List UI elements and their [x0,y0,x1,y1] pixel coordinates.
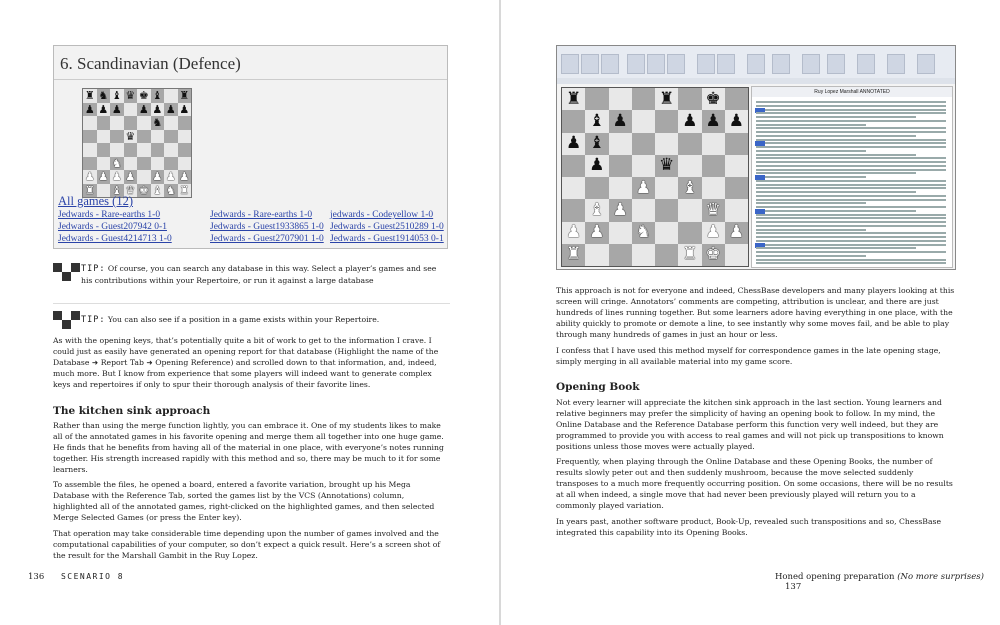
body-paragraph: Rather than using the merge function lightly, you can embrace it. One of my students likes to make all of the annotated games in his favorite opening and merge them all together into one huge game. He finds that he benefits from having all of the material in one place, with everyone’s notes running together. His strength increased rapidly with this method and so, there may be much to it for some learners. [53,421,444,474]
board-square [110,157,124,171]
board-square [178,89,192,103]
board-square [655,222,678,244]
notation-line [756,105,946,107]
notation-line [756,229,866,231]
board-square [83,170,97,184]
panel-title: Ruy Lopez Marshall ANNOTATED [752,87,952,97]
tip-label: TIP: [81,264,106,274]
board-square [678,88,701,110]
body-paragraph: That operation may take considerable time depending upon the number of games involved and the computational capabilities of your computer, so don’t expect a quick result. Here’s a screen shot of the result for the Marshall Gambit in the Ruy Lopez. [53,529,441,560]
notation-line [756,191,916,193]
white-rook-icon: ♜ [179,183,190,197]
board-square [178,157,192,171]
board-square [655,155,678,177]
board-square [632,199,655,221]
board-square [124,143,138,157]
running-head: SCENARIO 8 [60,572,125,581]
white-pawn-icon: ♟ [705,222,721,243]
board-square [83,103,97,117]
left-page [0,0,499,625]
board-square [585,88,608,110]
board-square [124,103,138,117]
board-square [609,177,632,199]
board-square [632,110,655,132]
body-paragraph: I confess that I have used this method myself for correspondence games in the late opening stage, simply merging in all available material into my game score. [556,346,941,366]
running-head: Honed opening preparation [775,572,895,582]
board-square [137,184,151,198]
body-paragraph: In years past, another software product, Book-Up, revealed such transpositions and so, ChessBase integrated this capability into its Opening Books. [556,517,942,537]
white-pawn-icon: ♟ [165,170,176,184]
tip-text: You can also see if a position in a game exists within your Repertoire. [105,315,380,324]
game-link[interactable]: Jedwards - Guest1933865 1-0 [210,222,324,232]
board-square [164,116,178,130]
board-square [678,110,701,132]
board-square [137,157,151,171]
board-square [562,110,585,132]
chess-tip-icon [53,263,79,283]
notation-line [756,116,916,118]
chessbase-screenshot [556,45,956,270]
notation-line [756,131,946,133]
board-square [562,177,585,199]
board-square [151,116,165,130]
board-square [632,88,655,110]
black-pawn-icon: ♟ [705,110,721,131]
board-square [178,184,192,198]
black-pawn-icon: ♟ [728,110,744,131]
white-knight-icon: ♞ [165,183,176,197]
black-queen-icon: ♛ [125,129,136,143]
board-square [151,143,165,157]
board-square [609,199,632,221]
board-square [725,199,748,221]
board-square [725,155,748,177]
board-square [678,244,701,266]
board-square [562,199,585,221]
game-link[interactable]: Jedwards - Rare-earths 1-0 [58,210,161,220]
board-square [137,103,151,117]
black-bishop-icon: ♝ [111,89,122,103]
white-pawn-icon: ♟ [728,222,744,243]
black-bishop-icon: ♝ [152,89,163,103]
board-square [702,155,725,177]
board-square [97,89,111,103]
board-square [655,199,678,221]
black-king-icon: ♚ [138,89,149,103]
notation-line [756,154,916,156]
board-square [164,143,178,157]
board-square [110,143,124,157]
board-square [164,170,178,184]
board-square [609,88,632,110]
page-folio [775,572,1000,592]
white-pawn-icon: ♟ [125,170,136,184]
board-square [609,110,632,132]
board-square [178,170,192,184]
board-square [562,155,585,177]
notation-line [756,120,946,122]
notation-line [756,139,946,141]
notation-line [756,255,866,257]
board-square [702,199,725,221]
black-pawn-icon: ♟ [84,102,95,116]
white-pawn-icon: ♟ [152,170,163,184]
notation-line [756,236,946,238]
board-square [97,157,111,171]
notation-line [756,240,946,242]
notation-line [756,161,946,163]
board-square [678,222,701,244]
board-square [632,133,655,155]
black-pawn-icon: ♟ [566,133,582,154]
board-square [83,89,97,103]
white-rook-icon: ♜ [84,183,95,197]
board-square [110,103,124,117]
board-square [124,89,138,103]
board-square [137,143,151,157]
board-square [137,170,151,184]
chess-board [561,87,749,267]
notation-line [756,142,946,144]
board-square [97,116,111,130]
white-pawn-icon: ♟ [612,199,628,220]
board-square [655,110,678,132]
board-square [655,133,678,155]
body-paragraph: Not every learner will appreciate the kitchen sink approach in the last section. Young learners and relative beginners may prefer the simplicity of having an opening book to follow. In my mind, the Online Database and the Reference Database perform this function very well indeed, but they are programmed to provide you with access to real games and will not pick up transpositions to known positions unless those moves were actually played. [556,398,944,451]
page-number: 136 [28,572,45,582]
board-square [562,133,585,155]
board-square [164,184,178,198]
board-square [609,222,632,244]
board-square [110,89,124,103]
board-square [137,89,151,103]
notation-line [756,127,946,129]
board-square [178,143,192,157]
board-square [632,222,655,244]
game-link[interactable]: Jedwards - Guest2510289 1-0 [330,222,444,232]
board-square [725,110,748,132]
board-square [562,88,585,110]
notation-line [756,124,866,126]
board-square [137,130,151,144]
board-square [83,143,97,157]
white-bishop-icon: ♝ [589,199,605,220]
notation-line [756,217,946,219]
board-square [164,157,178,171]
board-square [151,103,165,117]
notation-line [756,150,866,152]
black-queen-icon: ♛ [659,155,675,176]
white-bishop-icon: ♝ [682,177,698,198]
black-pawn-icon: ♟ [179,102,190,116]
board-square [655,88,678,110]
board-square [137,116,151,130]
notation-line [756,199,946,201]
notation-line [756,210,916,212]
board-square [702,244,725,266]
notation-line [756,112,946,114]
body-paragraph: This approach is not for everyone and indeed, ChessBase developers and many players looking at this screen will cringe. Annotators’ comments are competing, attribution is unclear, and there are just hundreds of lines running together. But some learners adore having everything in one place, with the ability quickly to promote or demote a line, to see instantly why some moves fail, and be able to play through many hundreds of games in just an hour or less. [556,286,955,339]
board-square [83,116,97,130]
board-square [725,88,748,110]
white-pawn-icon: ♟ [589,222,605,243]
tip-divider [53,303,450,304]
black-bishop-icon: ♝ [589,110,605,131]
board-square [585,244,608,266]
section-heading: The kitchen sink approach [53,405,211,417]
notation-line [756,221,946,223]
white-rook-icon: ♜ [682,244,698,265]
black-pawn-icon: ♟ [111,102,122,116]
board-square [585,110,608,132]
tip-label: TIP: [81,315,106,325]
board-square [632,177,655,199]
board-square [97,143,111,157]
board-square [164,89,178,103]
page-folio [28,572,124,582]
ribbon-toolbar [557,46,955,79]
board-square [678,177,701,199]
notation-line [756,146,946,148]
black-pawn-icon: ♟ [589,155,605,176]
notation-line [756,225,946,227]
white-queen-icon: ♛ [125,183,136,197]
black-pawn-icon: ♟ [165,102,176,116]
black-knight-icon: ♞ [152,116,163,130]
board-square [97,103,111,117]
notation-line [756,169,946,171]
right-page [501,0,1000,625]
notation-line [756,232,946,234]
white-rook-icon: ♜ [566,244,582,265]
board-square [632,155,655,177]
notation-line [756,180,946,182]
board-square [124,130,138,144]
figure-title: 6. Scandinavian (Defence) [60,54,241,73]
notation-line [756,251,946,253]
notation-line [756,202,866,204]
board-square [609,133,632,155]
board-square [632,244,655,266]
notation-line [756,244,946,246]
notation-line [756,214,946,216]
board-square [178,116,192,130]
figure-title-rule [54,79,447,80]
black-pawn-icon: ♟ [612,110,628,131]
notation-line [756,101,946,103]
notation-line [756,135,916,137]
chess-board [82,88,192,198]
notation-line [756,165,946,167]
white-pawn-icon: ♟ [111,170,122,184]
board-square [585,133,608,155]
tip-text: Of course, you can search any database in this way. Select a player’s games and see his contributions within your Repertoire, or run it against a large database [81,264,437,285]
board-square [562,244,585,266]
white-pawn-icon: ♟ [98,170,109,184]
board-square [702,110,725,132]
black-knight-icon: ♞ [98,89,109,103]
board-square [151,170,165,184]
black-rook-icon: ♜ [566,88,582,109]
board-square [97,130,111,144]
black-rook-icon: ♜ [179,89,190,103]
repertoire-figure [53,45,448,249]
section-heading: Opening Book [556,381,640,393]
all-games-link[interactable]: All games (12) [58,194,133,208]
board-square [609,155,632,177]
board-square [151,184,165,198]
white-bishop-icon: ♝ [152,183,163,197]
board-square [585,199,608,221]
white-king-icon: ♚ [705,244,721,265]
board-square [83,130,97,144]
body-paragraph: Frequently, when playing through the Online Database and these Opening Books, the number of results slowly peter out and then suddenly mushroom, because the move selected suddenly transposes to a much more frequently occurring position. On some occasions, there will be no results at all when indeed, a single move that had never been previously played will return you to a commonly played variation. [556,457,953,510]
board-square [110,170,124,184]
board-square [678,155,701,177]
board-square [655,244,678,266]
white-knight-icon: ♞ [111,156,122,170]
board-square [702,222,725,244]
game-link[interactable]: Jedwards - Guest207942 0-1 [58,222,167,232]
notation-line [756,247,916,249]
board-square [124,116,138,130]
board-square [178,103,192,117]
black-pawn-icon: ♟ [138,102,149,116]
black-king-icon: ♚ [705,88,721,109]
white-king-icon: ♚ [138,183,149,197]
board-square [585,177,608,199]
white-pawn-icon: ♟ [635,177,651,198]
board-square [124,170,138,184]
white-queen-icon: ♛ [705,199,721,220]
board-square [678,133,701,155]
board-square [110,130,124,144]
notation-line [756,157,946,159]
board-square [164,130,178,144]
black-pawn-icon: ♟ [682,110,698,131]
board-square [655,177,678,199]
board-square [725,222,748,244]
board-square [97,170,111,184]
board-square [164,103,178,117]
notation-line [756,184,946,186]
board-square [585,155,608,177]
board-square [609,244,632,266]
board-square [83,157,97,171]
board-square [124,157,138,171]
notation-line [756,176,866,178]
white-bishop-icon: ♝ [111,183,122,197]
board-square [678,199,701,221]
notation-line [756,259,946,261]
notation-tabs [557,78,955,84]
board-square [178,130,192,144]
notation-line [756,206,946,208]
game-link[interactable]: Jedwards - Guest2707901 1-0 [210,234,324,244]
notation-line [756,187,946,189]
game-link[interactable]: Jedwards - Rare-earths 1-0 [210,210,313,220]
black-queen-icon: ♛ [125,89,136,103]
board-square [110,116,124,130]
running-head-italic: (No more surprises) [897,572,984,582]
board-square [725,177,748,199]
black-pawn-icon: ♟ [98,102,109,116]
page-number: 137 [785,582,802,592]
board-square [702,133,725,155]
white-pawn-icon: ♟ [84,170,95,184]
notation-line [756,262,946,264]
white-pawn-icon: ♟ [566,222,582,243]
white-pawn-icon: ♟ [179,170,190,184]
game-link[interactable]: jedwards - Codeyellow 1-0 [330,210,434,220]
game-link[interactable]: Jedwards - Guest4214713 1-0 [58,234,172,244]
black-bishop-icon: ♝ [589,133,605,154]
board-square [702,88,725,110]
notation-line [756,109,946,111]
board-square [725,133,748,155]
chess-tip-icon [53,311,79,331]
board-square [151,130,165,144]
body-paragraph: As with the opening keys, that’s potentially quite a bit of work to get to the information I crave. I could just as easily have generated an opening report for that database (Highlight the name of the Database ➜ Report Tab ➜ Opening Reference) and scrolled down to that information, and, indeed, much more. But I know from experience that some players will indeed want to generate complex keys and repertoires if only to spur their thorough analysis of their favorite lines. [53,336,439,389]
notation-panel [751,86,953,268]
board-square [725,244,748,266]
black-rook-icon: ♜ [84,89,95,103]
notation-line [756,195,946,197]
game-link[interactable]: Jedwards - Guest1914053 0-1 [330,234,444,244]
white-knight-icon: ♞ [635,222,651,243]
board-square [151,89,165,103]
board-square [585,222,608,244]
notation-line [756,172,916,174]
body-paragraph: To assemble the files, he opened a board, entered a favorite variation, brought up his Mega Database with the Reference Tab, sorted the games list by the VCS (Annotations) column, highlighted all of the annotated games, right-clicked on the highlighted games, and then selected Merge Selected Games (or press the Enter key). [53,480,435,522]
board-square [562,222,585,244]
board-square [702,177,725,199]
black-rook-icon: ♜ [659,88,675,109]
board-square [151,157,165,171]
black-pawn-icon: ♟ [152,102,163,116]
